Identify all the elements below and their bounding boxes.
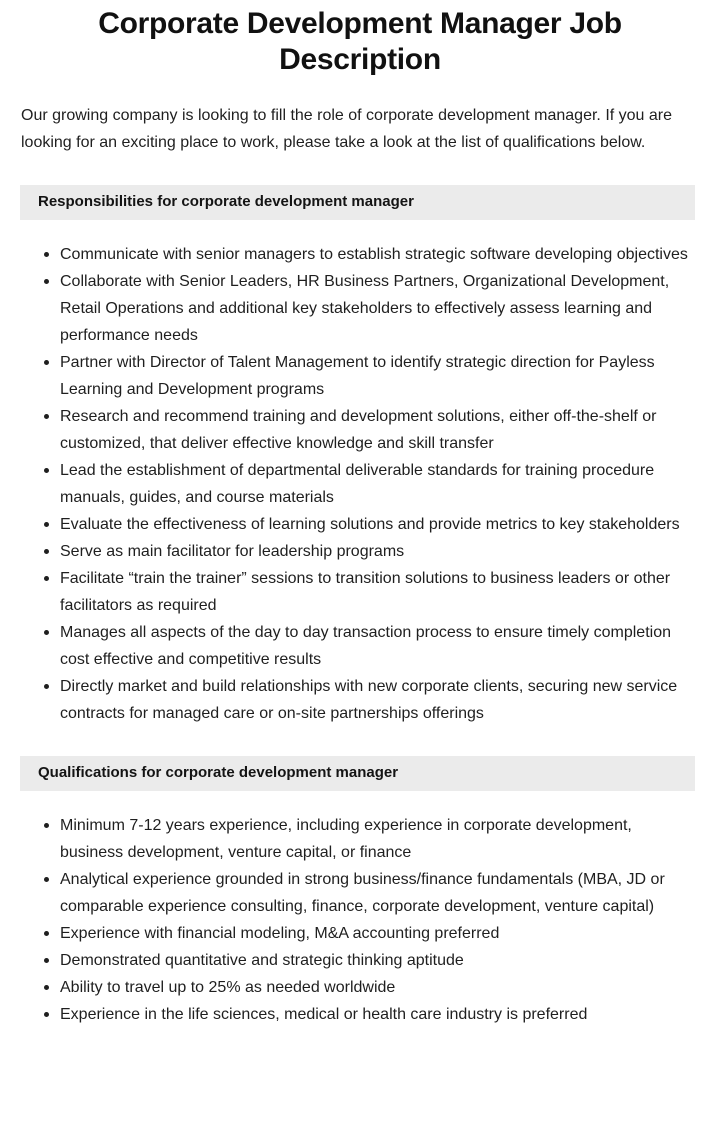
list-item (0, 1001, 720, 1028)
bullet-icon (44, 684, 49, 689)
page-title: Corporate Development Manager Job Description (98, 7, 622, 76)
section-heading-responsibilities: Responsibilities for corporate development manager (20, 185, 695, 220)
list-item-text: Evaluate the effectiveness of learning solutions and provide metrics to key stakeholders (60, 516, 680, 533)
list-item (0, 511, 720, 538)
list-item (0, 268, 720, 349)
list-item-text: Partner with Director of Talent Management to identify strategic direction for Payless Learning and Development programs (60, 354, 655, 398)
list-item (0, 812, 720, 866)
list-item-text: Demonstrated quantitative and strategic thinking aptitude (60, 952, 464, 969)
list-item (0, 565, 720, 619)
list-item (0, 538, 720, 565)
list-item-text: Experience with financial modeling, M&A accounting preferred (60, 925, 500, 942)
responsibilities-list (0, 220, 720, 727)
intro-paragraph: Our growing company is looking to fill the role of corporate development manager. If you are looking for an exciting place to work, please take a look at the list of qualifications below. (21, 107, 673, 151)
list-item-text: Communicate with senior managers to establish strategic software developing objectives (60, 246, 688, 263)
list-item (0, 403, 720, 457)
list-item (0, 619, 720, 673)
list-item (0, 920, 720, 947)
bullet-icon (44, 877, 49, 882)
bullet-icon (44, 630, 49, 635)
bullet-icon (44, 958, 49, 963)
list-item-text: Analytical experience grounded in strong business/finance fundamentals (MBA, JD or comparable experience consulting, finance, corporate development, venture capital) (60, 871, 665, 915)
section-responsibilities (0, 185, 720, 727)
bullet-icon (44, 468, 49, 473)
list-item (0, 457, 720, 511)
list-item (0, 974, 720, 1001)
section-heading-qualifications: Qualifications for corporate development manager (20, 756, 695, 791)
list-item-text: Manages all aspects of the day to day transaction process to ensure timely completion cost effective and competitive results (60, 624, 671, 668)
list-item-text: Serve as main facilitator for leadership programs (60, 543, 405, 560)
bullet-icon (44, 576, 49, 581)
bullet-icon (44, 931, 49, 936)
list-item-text: Collaborate with Senior Leaders, HR Business Partners, Organizational Development, Retail Operations and additional key stakeholders to effectively assess learning and performance needs (60, 273, 670, 344)
list-item (0, 673, 720, 727)
list-item-text: Experience in the life sciences, medical or health care industry is preferred (60, 1006, 588, 1023)
list-item-text: Research and recommend training and development solutions, either off-the-shelf or customized, that deliver effective knowledge and skill transfer (60, 408, 657, 452)
list-item (0, 241, 720, 268)
bullet-icon (44, 1012, 49, 1017)
list-item-text: Ability to travel up to 25% as needed worldwide (60, 979, 396, 996)
list-item-text: Lead the establishment of departmental deliverable standards for training procedure manuals, guides, and course materials (60, 462, 655, 506)
list-item-text: Directly market and build relationships with new corporate clients, securing new service contracts for managed care or on-site partnerships offerings (60, 678, 678, 722)
list-item-text: Minimum 7-12 years experience, including experience in corporate development, business development, venture capital, or finance (60, 817, 632, 861)
list-item (0, 947, 720, 974)
list-item (0, 349, 720, 403)
section-qualifications (0, 756, 720, 1028)
list-item (0, 866, 720, 920)
bullet-icon (44, 522, 49, 527)
bullet-icon (44, 985, 49, 990)
bullet-icon (44, 252, 49, 257)
bullet-icon (44, 549, 49, 554)
bullet-icon (44, 823, 49, 828)
list-item-text: Facilitate “train the trainer” sessions to transition solutions to business leaders or other facilitators as required (60, 570, 671, 614)
qualifications-list (0, 791, 720, 1028)
bullet-icon (44, 360, 49, 365)
bullet-icon (44, 279, 49, 284)
bullet-icon (44, 414, 49, 419)
